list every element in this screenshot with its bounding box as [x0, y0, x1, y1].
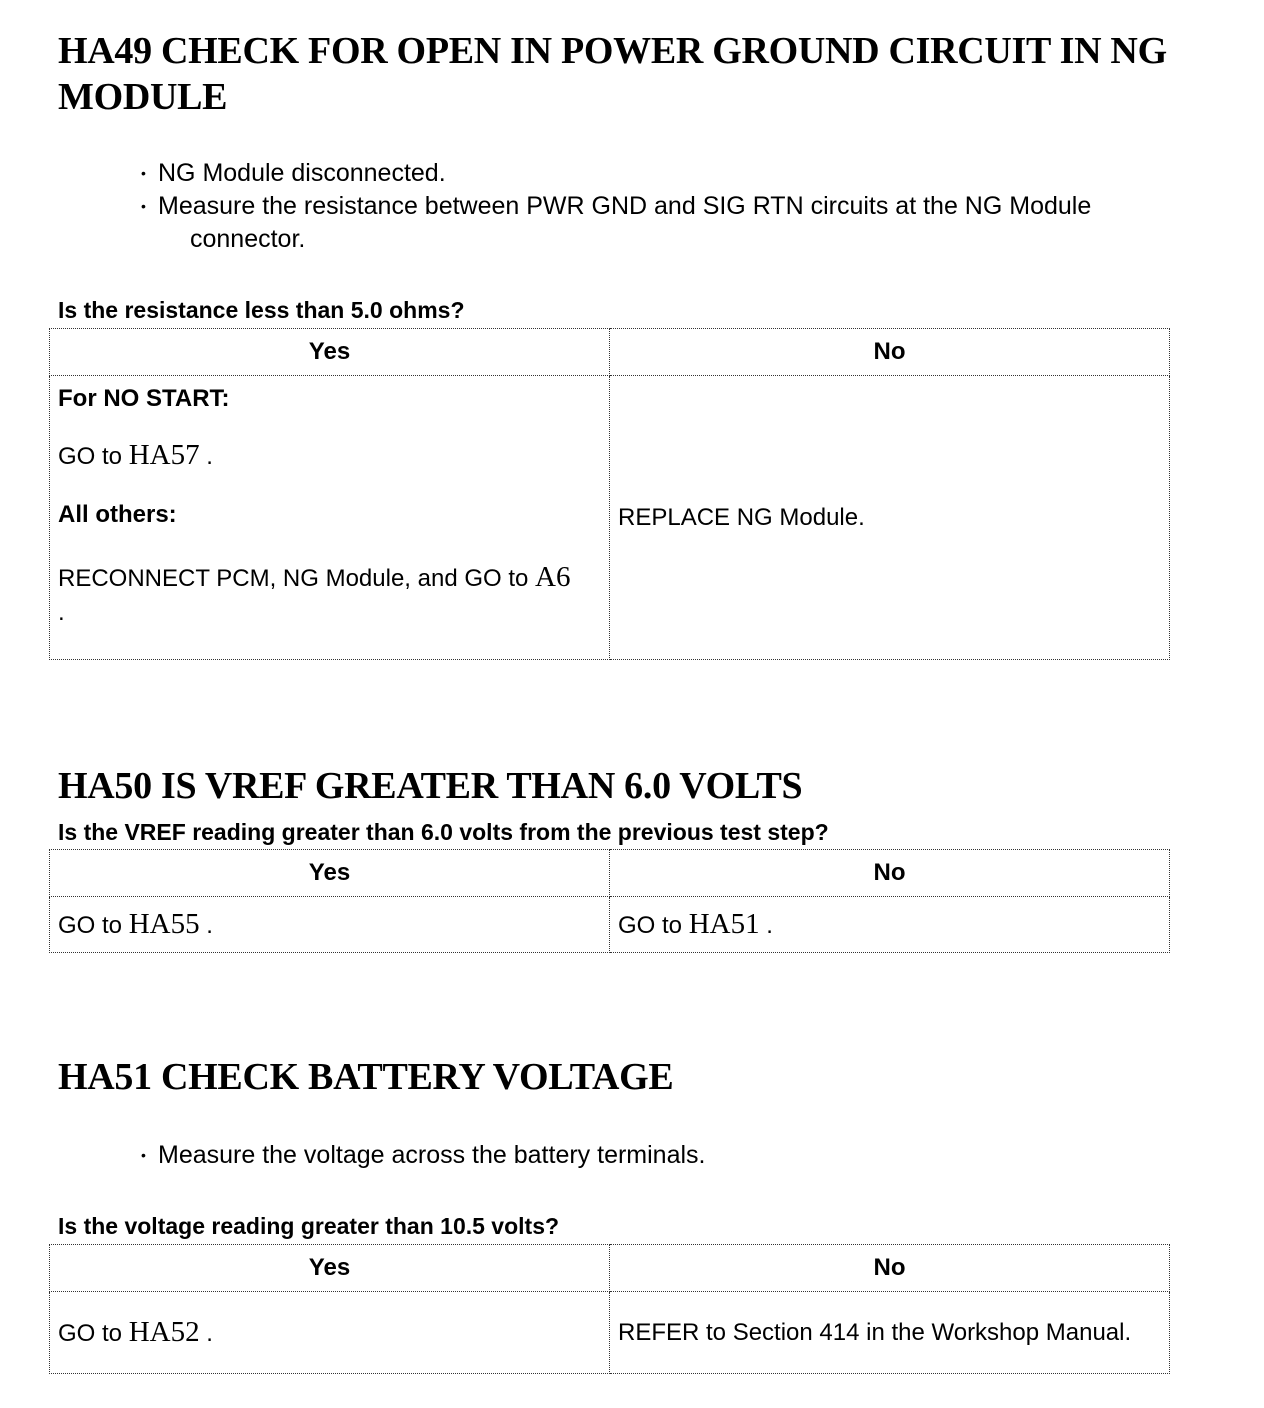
bullet-text: Measure the resistance between PWR GND and SIG RTN circuits at the NG Module — [158, 192, 1092, 220]
step-ha51-table-wrap — [0, 1244, 1264, 1374]
step-title: HA50 IS VREF GREATER THAN 6.0 VOLTS — [58, 765, 803, 807]
header-no: No — [610, 850, 1170, 897]
link-ha57[interactable]: HA57 — [128, 439, 200, 471]
step-title: HA49 CHECK FOR OPEN IN POWER GROUND CIRCUIT IN NG MODULE — [58, 30, 1167, 118]
list-item — [0, 157, 1218, 190]
cell-no: GO to HA51 . — [610, 897, 1170, 953]
step-ha50-question — [0, 818, 1264, 846]
yes-no-table — [49, 328, 1170, 660]
cell-no: REPLACE NG Module. — [610, 376, 1170, 660]
condition-label: All others: — [58, 501, 177, 528]
link-a6[interactable]: A6 — [535, 561, 571, 593]
cell-no: REFER to Section 414 in the Workshop Manual. — [610, 1292, 1170, 1374]
step-ha49-table-wrap — [0, 328, 1264, 660]
table-row — [50, 1292, 1170, 1374]
bullet-icon: • — [141, 165, 146, 181]
question-text: Is the resistance less than 5.0 ohms? — [58, 297, 465, 323]
table-header-row — [50, 850, 1170, 897]
list-item — [0, 1139, 1218, 1172]
link-ha52[interactable]: HA52 — [128, 1316, 200, 1348]
step-ha51-question — [0, 1212, 1264, 1240]
list-item — [0, 190, 1218, 223]
table-row — [50, 376, 1170, 660]
yes-no-table — [49, 1244, 1170, 1374]
bullet-text: Measure the voltage across the battery terminals. — [158, 1141, 706, 1169]
action-text: GO to HA57 . — [58, 439, 213, 471]
bullet-text: connector. — [190, 225, 306, 253]
question-text: Is the VREF reading greater than 6.0 volts from the previous test step? — [58, 819, 829, 845]
question-text: Is the voltage reading greater than 10.5 volts? — [58, 1213, 560, 1239]
cell-yes: GO to HA55 . — [50, 897, 610, 953]
step-ha51-bullets — [0, 1139, 1264, 1172]
bullet-text: NG Module disconnected. — [158, 159, 446, 187]
header-yes: Yes — [50, 850, 610, 897]
table-header-row — [50, 329, 1170, 376]
step-ha49 — [0, 28, 1264, 120]
header-no: No — [610, 329, 1170, 376]
step-ha50 — [0, 763, 1264, 809]
step-ha49-bullets — [0, 157, 1264, 256]
header-no: No — [610, 1245, 1170, 1292]
condition-label: For NO START: — [58, 385, 230, 412]
cell-yes: GO to HA52 . — [50, 1292, 610, 1374]
yes-no-table — [49, 849, 1170, 953]
header-yes: Yes — [50, 329, 610, 376]
bullet-list — [0, 157, 1264, 256]
header-yes: Yes — [50, 1245, 610, 1292]
bullet-icon: • — [141, 1147, 146, 1163]
link-ha51[interactable]: HA51 — [688, 908, 760, 940]
step-ha50-table-wrap — [0, 849, 1264, 953]
step-ha49-question — [0, 296, 1264, 324]
bullet-icon: • — [141, 198, 146, 214]
step-title: HA51 CHECK BATTERY VOLTAGE — [58, 1056, 674, 1098]
list-item-continuation — [0, 223, 1250, 256]
action-text: RECONNECT PCM, NG Module, and GO to A6 . — [58, 561, 571, 626]
table-header-row — [50, 1245, 1170, 1292]
cell-yes — [50, 376, 610, 660]
step-ha51 — [0, 1054, 1264, 1100]
link-ha55[interactable]: HA55 — [128, 908, 200, 940]
table-row — [50, 897, 1170, 953]
bullet-list — [0, 1139, 1264, 1172]
